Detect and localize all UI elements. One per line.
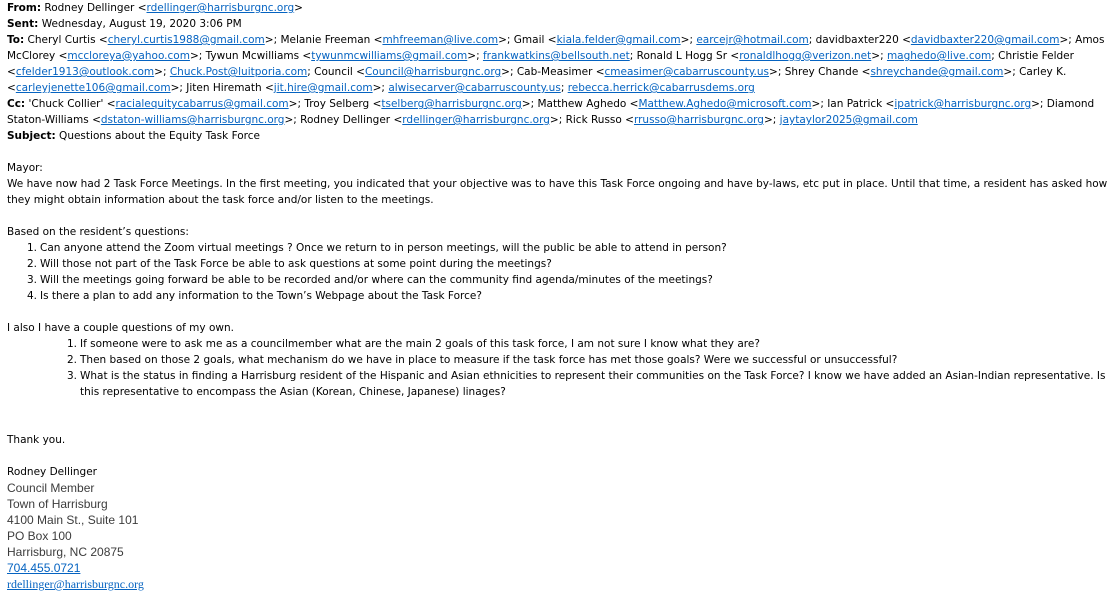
question-item bbox=[7, 288, 1111, 304]
recipient-text: ; davidbaxter220 < bbox=[808, 34, 911, 46]
question-number: 4. bbox=[27, 290, 38, 302]
recipient-text: >; Ian Patrick < bbox=[811, 98, 895, 110]
question-text: Will the meetings going forward be able to be recorded and/or where can the community find agenda/minutes of the meetings? bbox=[40, 274, 713, 286]
question-text: Will those not part of the Task Force be able to ask questions at some point during the meetings? bbox=[40, 258, 552, 270]
recipient-email-link[interactable]: maghedo@live.com bbox=[886, 50, 992, 62]
recipient-email-link[interactable]: davidbaxter220@gmail.com bbox=[910, 34, 1060, 46]
recipient-text: >; bbox=[680, 34, 697, 46]
question-text: What is the status in finding a Harrisburg resident of the Hispanic and Asian ethnicities to represent their communities on the Task Force? I know we have added an Asian-Indian representative. Is this representative to encompass the Asian (Korean, Chinese, Japanese) linages? bbox=[80, 370, 1106, 398]
recipient-email-link[interactable]: shreychande@gmail.com bbox=[870, 66, 1004, 78]
from-email-link[interactable]: rdellinger@harrisburgnc.org bbox=[146, 2, 295, 14]
recipient-text: >; Diamond Staton-Williams < bbox=[7, 98, 1095, 126]
recipient-email-link[interactable]: earcejr@hotmail.com bbox=[696, 34, 809, 46]
question-item bbox=[7, 368, 1111, 400]
question-item bbox=[7, 336, 1111, 352]
own-questions-intro: I also I have a couple questions of my own. bbox=[7, 322, 234, 334]
question-number: 1. bbox=[67, 338, 78, 350]
from-close: > bbox=[294, 2, 303, 14]
signature-phone-link[interactable]: 704.455.0721 bbox=[7, 561, 81, 575]
recipient-text: >; Shrey Chande < bbox=[769, 66, 871, 78]
recipient-text: >; Amos McClorey < bbox=[7, 34, 1105, 62]
recipient-email-link[interactable]: frankwatkins@bellsouth.net bbox=[482, 50, 630, 62]
recipient-text: >; bbox=[154, 66, 170, 78]
cc-label: Cc: bbox=[7, 98, 26, 110]
recipient-text: ; bbox=[560, 82, 568, 94]
recipient-text: >; Matthew Aghedo < bbox=[521, 98, 639, 110]
recipient-email-link[interactable]: tselberg@harrisburgnc.org bbox=[381, 98, 522, 110]
signature-address-line3: Harrisburg, NC 20875 bbox=[7, 545, 124, 559]
recipient-email-link[interactable]: ipatrick@harrisburgnc.org bbox=[894, 98, 1032, 110]
question-text: If someone were to ask me as a councilmember what are the main 2 goals of this task force, I am not sure I know what they are? bbox=[80, 338, 760, 350]
recipient-text: >; bbox=[763, 114, 780, 126]
sent-label: Sent: bbox=[7, 18, 39, 30]
resident-questions-list bbox=[7, 240, 1111, 304]
recipient-email-link[interactable]: Matthew.Aghedo@microsoft.com bbox=[638, 98, 812, 110]
recipient-email-link[interactable]: Chuck.Post@luitporia.com bbox=[169, 66, 308, 78]
question-item bbox=[7, 272, 1111, 288]
to-recipients bbox=[7, 34, 1104, 94]
recipient-text: >; Rick Russo < bbox=[549, 114, 634, 126]
question-text: Can anyone attend the Zoom virtual meetings ? Once we return to in person meetings, will the public be able to attend in person? bbox=[40, 242, 727, 254]
signature-email-link[interactable]: rdellinger@harrisburgnc.org bbox=[7, 577, 144, 591]
question-text: Is there a plan to add any information to the Town’s Webpage about the Task Force? bbox=[40, 290, 482, 302]
recipient-email-link[interactable]: alwisecarver@cabarruscounty.us bbox=[388, 82, 561, 94]
from-label: From: bbox=[7, 2, 42, 14]
question-number: 2. bbox=[27, 258, 38, 270]
recipient-text: ; Christie Felder < bbox=[7, 50, 1074, 78]
to-label: To: bbox=[7, 34, 25, 46]
recipient-email-link[interactable]: jit.hire@gmail.com bbox=[273, 82, 373, 94]
recipient-text: >; bbox=[372, 82, 389, 94]
recipient-text: 'Chuck Collier' < bbox=[25, 98, 116, 110]
recipient-text: >; Troy Selberg < bbox=[288, 98, 382, 110]
subject-label: Subject: bbox=[7, 130, 56, 142]
question-number: 3. bbox=[67, 370, 78, 382]
recipient-text: >; Melanie Freeman < bbox=[264, 34, 383, 46]
question-number: 3. bbox=[27, 274, 38, 286]
recipient-email-link[interactable]: rrusso@harrisburgnc.org bbox=[633, 114, 764, 126]
body-paragraph: We have now had 2 Task Force Meetings. In the first meeting, you indicated that your objective was to have this Task Force ongoing and have by-laws, etc put in place. Until that time, a resident has asked how they might obtain information about the task force and/or listen to the meetings. bbox=[7, 178, 1108, 206]
recipient-email-link[interactable]: mhfreeman@live.com bbox=[382, 34, 499, 46]
recipient-text: >; bbox=[871, 50, 887, 62]
recipient-email-link[interactable]: cmeasimer@cabarruscounty.us bbox=[604, 66, 770, 78]
recipient-text: >; Rodney Dellinger < bbox=[284, 114, 403, 126]
recipient-text: >; Tywun Mcwilliams < bbox=[189, 50, 312, 62]
sent-value: Wednesday, August 19, 2020 3:06 PM bbox=[38, 18, 242, 30]
recipient-text: ; Council < bbox=[307, 66, 365, 78]
recipient-email-link[interactable]: kiala.felder@gmail.com bbox=[556, 34, 681, 46]
cc-recipients bbox=[7, 98, 1094, 126]
recipient-text: >; Cab-Measimer < bbox=[501, 66, 605, 78]
recipient-email-link[interactable]: Council@harrisburgnc.org bbox=[364, 66, 502, 78]
recipient-text: Cheryl Curtis < bbox=[24, 34, 108, 46]
question-text: Then based on those 2 goals, what mechanism do we have in place to measure if the task force has met those goals? Were we successful or unsuccessful? bbox=[80, 354, 898, 366]
signature-address-line1: 4100 Main St., Suite 101 bbox=[7, 513, 139, 527]
recipient-email-link[interactable]: rebecca.herrick@cabarrusdems.org bbox=[567, 82, 755, 94]
signature-address-line2: PO Box 100 bbox=[7, 529, 72, 543]
salutation: Mayor: bbox=[7, 162, 43, 174]
recipient-email-link[interactable]: cheryl.curtis1988@gmail.com bbox=[107, 34, 265, 46]
signature-name: Rodney Dellinger bbox=[7, 466, 97, 478]
question-item bbox=[7, 240, 1111, 256]
signature-org: Town of Harrisburg bbox=[7, 497, 108, 511]
question-item bbox=[7, 352, 1111, 368]
closing: Thank you. bbox=[7, 434, 66, 446]
signature-title: Council Member bbox=[7, 481, 95, 495]
recipient-email-link[interactable]: mccloreya@yahoo.com bbox=[67, 50, 190, 62]
subject-row bbox=[7, 128, 1111, 144]
recipient-email-link[interactable]: cfelder1913@outlook.com bbox=[15, 66, 155, 78]
recipient-email-link[interactable]: ronaldlhogg@verizon.net bbox=[739, 50, 872, 62]
sent-row bbox=[7, 16, 1111, 32]
recipient-email-link[interactable]: jaytaylor2025@gmail.com bbox=[779, 114, 918, 126]
resident-questions-intro: Based on the resident’s questions: bbox=[7, 226, 189, 238]
question-number: 2. bbox=[67, 354, 78, 366]
recipient-text: ; Ronald L Hogg Sr < bbox=[629, 50, 740, 62]
from-row bbox=[7, 0, 1111, 16]
own-questions-list bbox=[7, 336, 1111, 400]
question-number: 1. bbox=[27, 242, 38, 254]
to-row bbox=[7, 32, 1111, 96]
recipient-email-link[interactable]: carleyjenette106@gmail.com bbox=[15, 82, 171, 94]
email-message bbox=[7, 0, 1111, 592]
recipient-text: >; bbox=[467, 50, 483, 62]
cc-row bbox=[7, 96, 1111, 128]
recipient-text: >; Carley K. < bbox=[7, 66, 1067, 94]
question-item bbox=[7, 256, 1111, 272]
subject-value: Questions about the Equity Task Force bbox=[55, 130, 260, 142]
recipient-text: >; Gmail < bbox=[498, 34, 557, 46]
recipient-email-link[interactable]: racialequitycabarrus@gmail.com bbox=[115, 98, 289, 110]
recipient-email-link[interactable]: dstaton-williams@harrisburgnc.org bbox=[100, 114, 285, 126]
recipient-email-link[interactable]: tywunmcwilliams@gmail.com bbox=[311, 50, 468, 62]
recipient-text: >; Jiten Hiremath < bbox=[170, 82, 274, 94]
from-name: Rodney Dellinger < bbox=[41, 2, 147, 14]
recipient-email-link[interactable]: rdellinger@harrisburgnc.org bbox=[402, 114, 550, 126]
